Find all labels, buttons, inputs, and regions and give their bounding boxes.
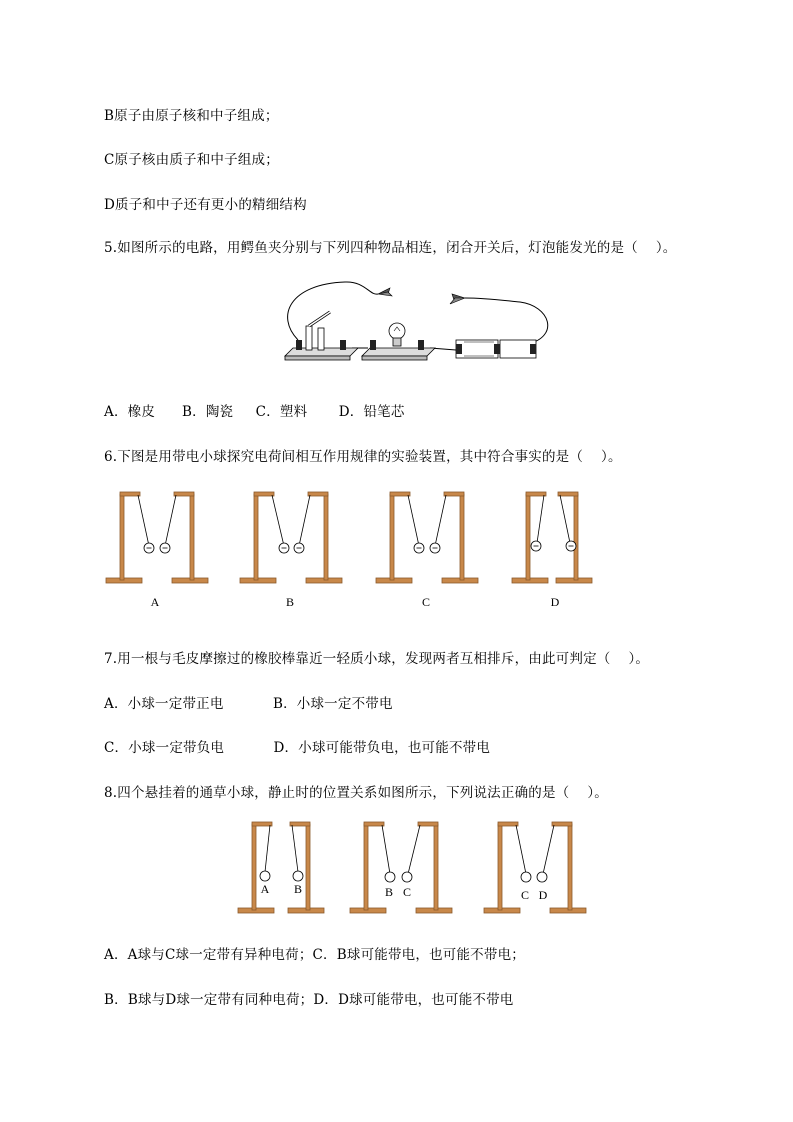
setup-a [106, 492, 208, 609]
ball-a [260, 871, 270, 881]
ball-b [385, 872, 395, 882]
option-d-text: D质子和中子还有更小的精细结构 [104, 197, 307, 213]
bulb [362, 323, 435, 360]
label-ball-a: A [260, 882, 270, 896]
question-7: 7.用一根与毛皮摩擦过的橡胶棒靠近一轻质小球，发现两者互相排斥，由此可判定（ ）。 [104, 651, 650, 667]
option-c-text: C原子核由质子和中子组成； [104, 152, 279, 168]
ball-c [402, 872, 412, 882]
setup-d [512, 492, 592, 609]
circuit-figure [270, 276, 560, 368]
option-b-text: B原子由原子核和中子组成； [104, 108, 279, 124]
setup-ab [238, 822, 324, 913]
label-b: B [285, 595, 295, 609]
label-ball-c: C [402, 885, 412, 899]
label-a: A [150, 595, 160, 609]
question-5-options: A．橡皮 B．陶瓷 C．塑料 D．铅笔芯 [104, 404, 405, 420]
wire-left [288, 282, 378, 340]
question-7-options-cd: C．小球一定带负电 D．小球可能带负电，也可能不带电 [104, 740, 491, 756]
label-ball-d: D [538, 888, 548, 902]
setup-cd [484, 822, 586, 913]
ball-c [521, 872, 531, 882]
label-d: D [550, 595, 560, 609]
question-6: 6.下图是用带电小球探究电荷间相互作用规律的实验装置，其中符合事实的是（ ）。 [104, 449, 622, 465]
ball-b [293, 871, 303, 881]
pith-balls-figure [236, 818, 592, 920]
question-8: 8.四个悬挂着的通草小球，静止时的位置关系如图所示，下列说法正确的是（ ）。 [104, 785, 608, 801]
question-7-options-ab: A．小球一定带正电 B．小球一定不带电 [104, 696, 393, 712]
question-8-options-ac: A．A球与C球一定带有异种电荷；C．B球可能带电，也可能不带电； [104, 947, 525, 963]
alligator-clip-right [450, 294, 465, 304]
question-8-options-bd: B．B球与D球一定带有同种电荷；D．D球可能带电，也可能不带电 [104, 992, 514, 1008]
switch [285, 312, 358, 360]
label-ball-b: B [293, 882, 303, 896]
setup-b [240, 492, 342, 609]
question-5: 5.如图所示的电路，用鳄鱼夹分别与下列四种物品相连，闭合开关后，灯泡能发光的是（ ）。 [104, 240, 677, 256]
label-ball-c: C [520, 888, 530, 902]
charge-experiment-figure [100, 488, 610, 613]
label-ball-b: B [384, 885, 394, 899]
wire-right [465, 298, 548, 344]
setup-c [376, 492, 478, 609]
setup-bc [350, 822, 452, 913]
label-c: C [421, 595, 431, 609]
alligator-clip-left [378, 288, 392, 296]
ball-d [537, 872, 547, 882]
battery-pack [456, 340, 536, 358]
